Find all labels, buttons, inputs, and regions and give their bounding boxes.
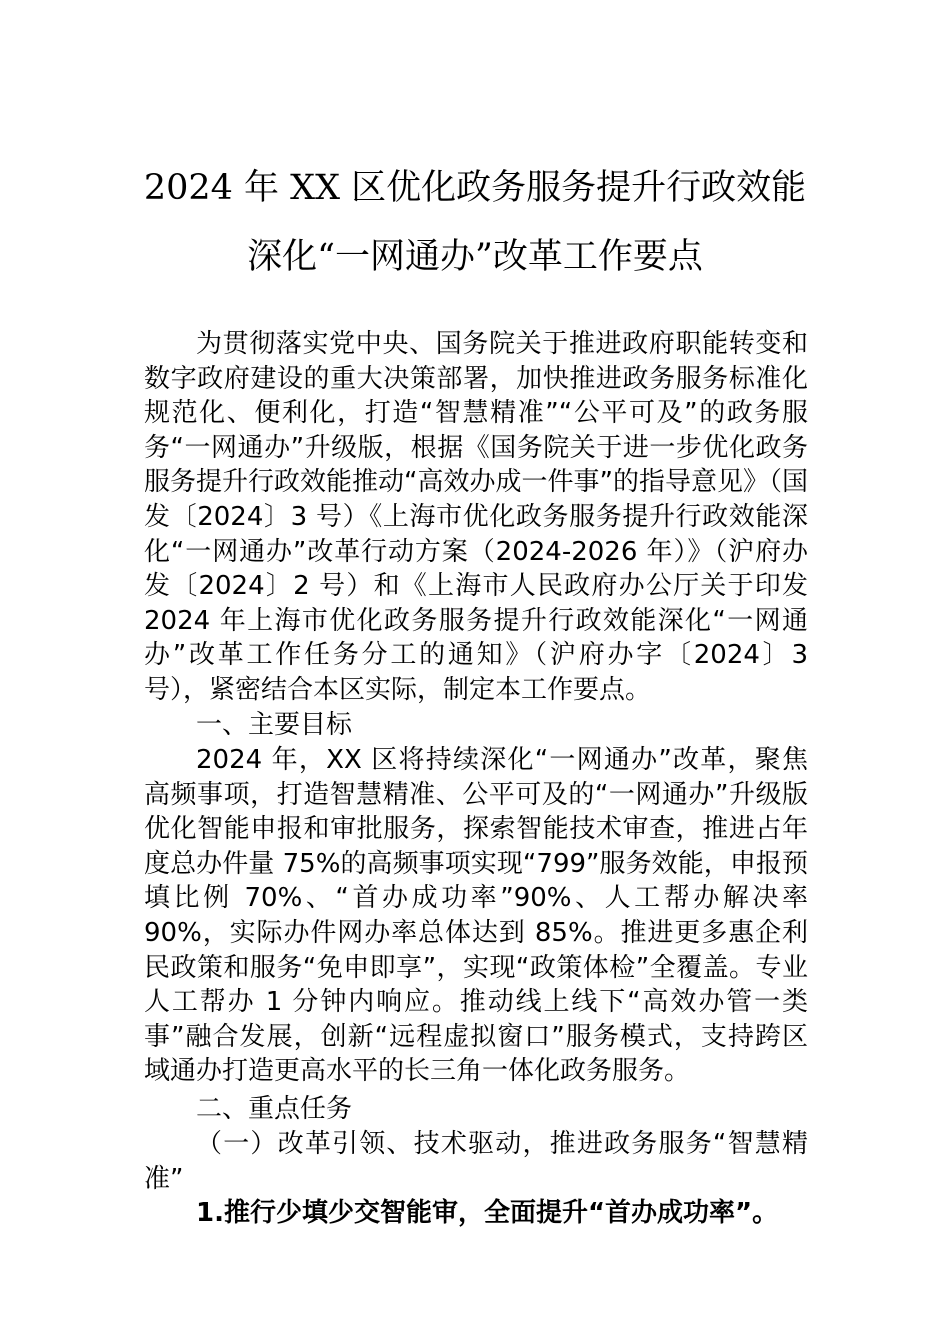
item-heading-1: 1.推行少填少交智能审，全面提升“首办成功率”。	[196, 1198, 779, 1228]
section-heading-key-tasks: 二、重点任务	[196, 1094, 353, 1124]
main-goals-paragraph: 2024 年，XX 区将持续深化“一网通办”改革，聚焦高频事项，打造智慧精准、公平可及的“一网通办”升级版优化智能申报和审批服务，探索智能技术审查，推进占年度总办件量 75%的高频事项实现“799”服务效能，申报预填比例 70%、“首办成功率”90%、人工帮办解决率 90%，实际办件网办率总体达到 85%。推进更多惠企利民政策和服务“免申即享”，实现“政策体检”全覆盖。专业人工帮办 1 分钟内响应。推动线上线下“高效办管一类事”融合发展，创新“远程虚拟窗口”服务模式，支持跨区域通办打造更高水平的长三角一体化政务服务。	[144, 745, 808, 1087]
section-heading-main-goals: 一、主要目标	[196, 710, 353, 740]
subsection-heading-reform: （一）改革引领、技术驱动，推进政务服务“智慧精准”	[144, 1129, 808, 1194]
document-title-line-1: 2024 年 XX 区优化政务服务提升行政效能	[143, 168, 807, 208]
intro-paragraph: 为贯彻落实党中央、国务院关于推进政府职能转变和数字政府建设的重大决策部署，加快推进政务服务标准化规范化、便利化，打造“智慧精准”“公平可及”的政务服务“一网通办”升级版，根据《国务院关于进一步优化政务服务提升行政效能推动“高效办成一件事”的指导意见》（国发〔2024〕3 号）《上海市优化政务服务提升行政效能深化“一网通办”改革行动方案（2024-2026 年）》（沪府办发〔2024〕2 号）和《上海市人民政府办公厅关于印发 2024 年上海市优化政务服务提升行政效能深化“一网通办”改革工作任务分工的通知》（沪府办字〔2024〕3 号），紧密结合本区实际，制定本工作要点。	[144, 329, 808, 705]
document-title-line-2: 深化“一网通办”改革工作要点	[247, 237, 703, 277]
